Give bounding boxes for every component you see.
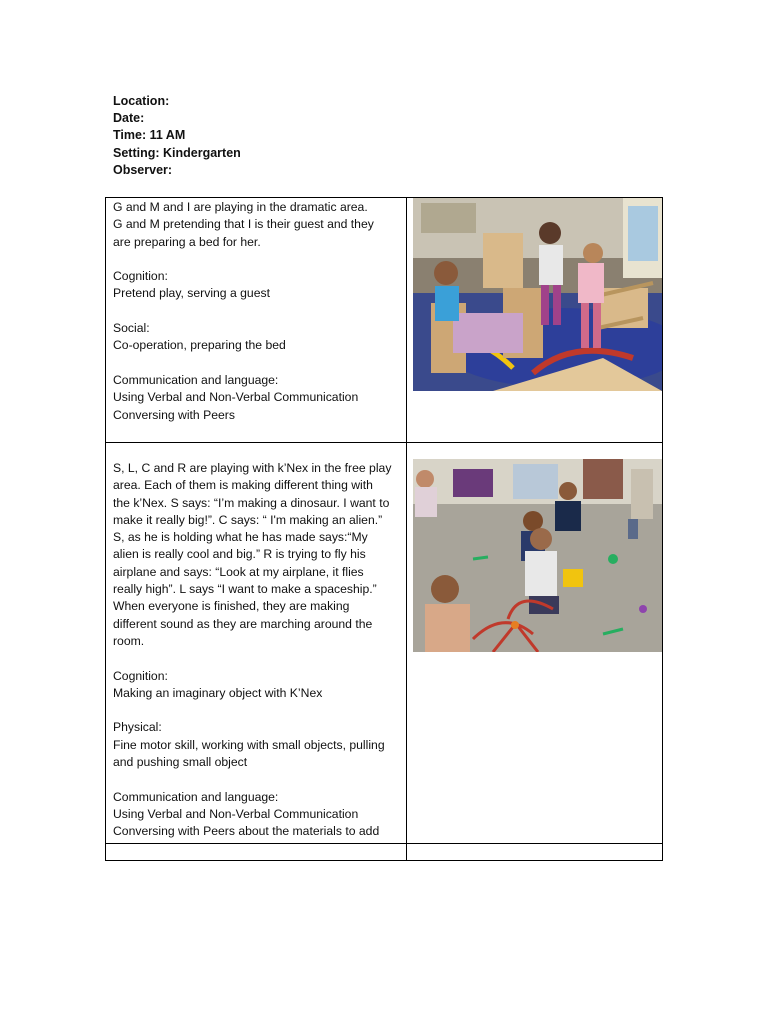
narrative-line: room. <box>113 633 145 648</box>
narrative-line: really high”. L says “I want to make a spaceship.” <box>113 582 377 597</box>
section-line: Co-operation, preparing the bed <box>113 338 286 353</box>
observer-label: Observer: <box>113 162 173 177</box>
observation-row <box>106 443 663 844</box>
section-line: Conversing with Peers <box>113 407 235 422</box>
observation-photo-cell <box>407 443 663 844</box>
section-line: Pretend play, serving a guest <box>113 286 270 301</box>
section-title-communication: Communication and language: <box>113 789 279 804</box>
location-label: Location: <box>113 94 170 108</box>
observation-notes-cell <box>106 443 407 844</box>
narrative-line: are preparing a bed for her. <box>113 234 261 249</box>
dramatic-play-photo <box>413 198 662 391</box>
section-line: and pushing small object <box>113 755 248 770</box>
narrative-line: G and M pretending that I is their guest and they <box>113 217 374 232</box>
narrative-line: make it really big!”. C says: “ I'm making an alien.” <box>113 512 383 527</box>
empty-cell <box>106 844 407 861</box>
section-line: Using Verbal and Non-Verbal Communication <box>113 390 359 405</box>
section-line: Conversing with Peers about the materials to add <box>113 824 380 839</box>
date-label: Date: <box>113 111 145 126</box>
narrative-line: area. Each of them is making different thing with <box>113 478 373 493</box>
setting-label: Setting: Kindergarten <box>113 145 241 160</box>
section-title-communication: Communication and language: <box>113 372 279 387</box>
observation-table <box>105 197 663 861</box>
section-line: Fine motor skill, working with small objects, pulling <box>113 737 385 752</box>
section-line: Making an imaginary object with K’Nex <box>113 685 323 700</box>
narrative-line: When everyone is finished, they are making <box>113 599 350 614</box>
knex-play-photo <box>413 459 662 652</box>
section-title-cognition: Cognition: <box>113 269 168 284</box>
section-line: Using Verbal and Non-Verbal Communication <box>113 806 359 821</box>
observation-notes-cell <box>106 198 407 443</box>
narrative-line: the k’Nex. S says: “I’m making a dinosaur. I want to <box>113 495 390 510</box>
narrative-line: S, L, C and R are playing with k’Nex in the free play <box>113 461 392 475</box>
narrative-line: airplane and says: “Look at my airplane, it flies <box>113 564 364 579</box>
section-title-physical: Physical: <box>113 720 162 735</box>
time-label: Time: 11 AM <box>113 128 186 143</box>
empty-cell <box>407 844 663 861</box>
narrative-line: G and M and I are playing in the dramatic area. <box>113 200 368 214</box>
narrative-line: alien is really cool and big.” R is trying to fly his <box>113 547 366 562</box>
section-title-cognition: Cognition: <box>113 668 168 683</box>
section-title-social: Social: <box>113 321 150 336</box>
narrative-line: S, as he is holding what he has made says:“My <box>113 530 368 545</box>
observation-photo-cell <box>407 198 663 443</box>
empty-row <box>106 844 663 861</box>
observation-row <box>106 198 663 443</box>
observation-header <box>113 93 241 179</box>
narrative-line: different sound as they are marching around the <box>113 616 373 631</box>
